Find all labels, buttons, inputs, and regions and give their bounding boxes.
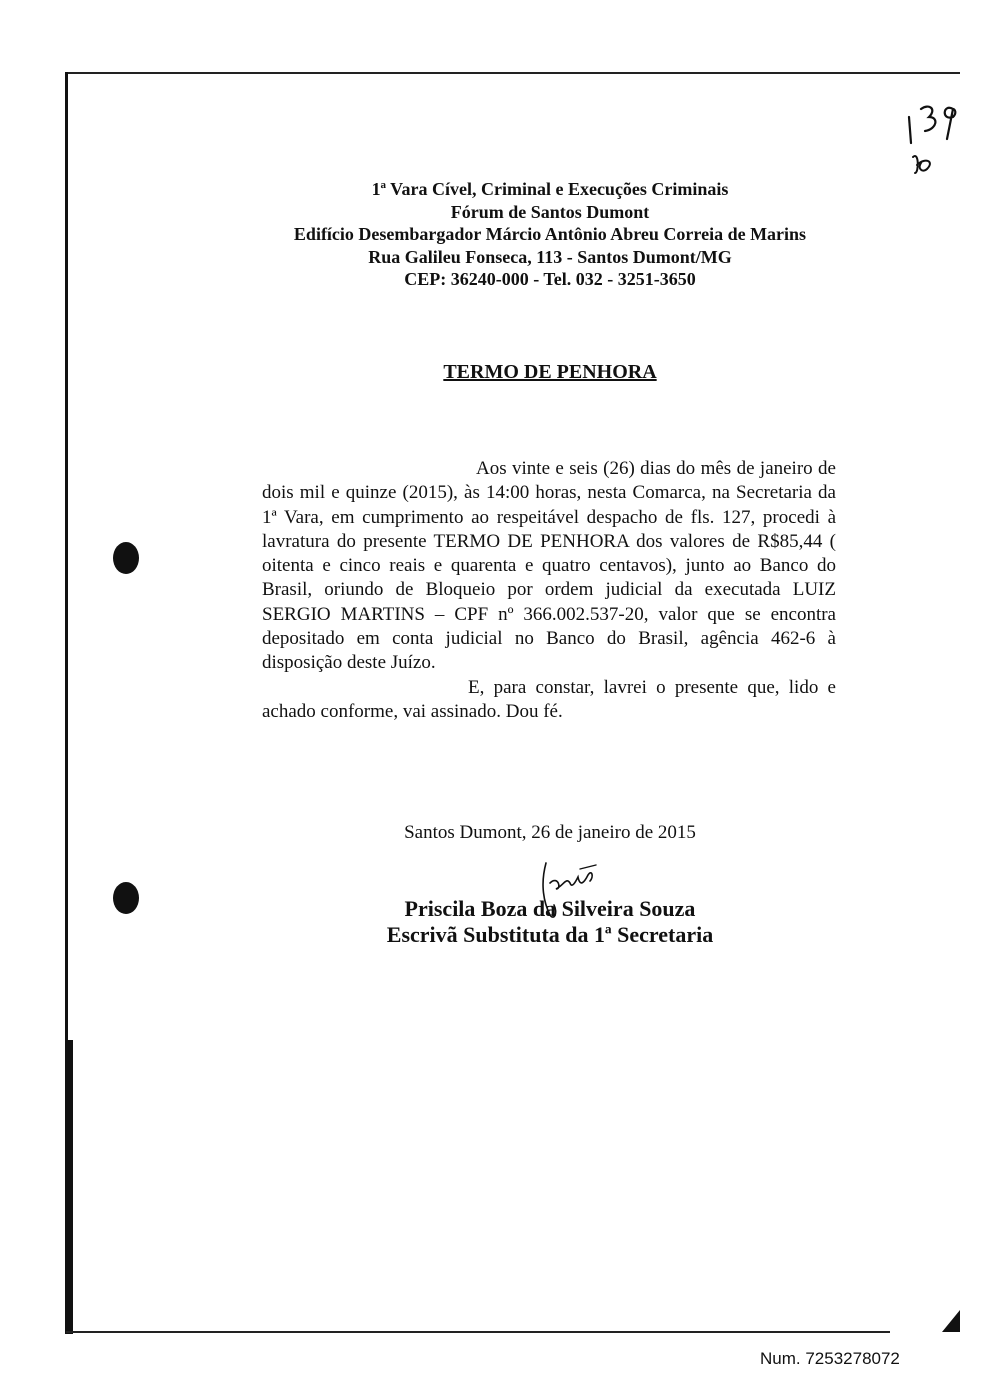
document-title: TERMO DE PENHORA bbox=[443, 361, 657, 383]
body-paragraph-1: Aos vinte e seis (26) dias do mês de janeiro de dois mil e quinze (2015), às 14:00 horas, nesta Comarca, na Secretaria da 1ª Vara, em cumprimento ao respeitável despacho de fls. 127, procedi à lavratura do presente TERMO DE PENHORA dos valores de R$85,44 ( oitenta e cinco reais e quarenta e quatro centavos), junto ao Banco do Brasil, oriundo de Bloqueio por ordem judicial da executada LUIZ SERGIO MARTINS – CPF nº 366.002.537-20, valor que se encontra depositado em conta judicial no Banco do Brasil, agência 462-6 à disposição deste Juízo. bbox=[262, 458, 836, 674]
court-header bbox=[230, 178, 870, 291]
header-court-name: 1ª Vara Cível, Criminal e Execuções Criminais bbox=[371, 179, 729, 199]
header-building-name: Edifício Desembargador Márcio Antônio Abreu Correia de Marins bbox=[293, 224, 807, 244]
punch-hole-bottom bbox=[113, 882, 139, 914]
signer-name: Priscila Boza da Silveira Souza bbox=[404, 896, 696, 921]
header-address: Rua Galileu Fonseca, 113 - Santos Dumont/MG bbox=[368, 246, 732, 267]
page-border-bottom bbox=[66, 1331, 890, 1333]
header-forum-name: Fórum de Santos Dumont bbox=[450, 201, 650, 222]
document-body bbox=[262, 457, 836, 724]
page-border-top bbox=[66, 72, 960, 74]
punch-hole-top bbox=[113, 542, 139, 574]
body-paragraph-2: E, para constar, lavrei o presente que, lido e achado conforme, vai assinado. Dou fé. bbox=[262, 676, 836, 722]
handwritten-page-number bbox=[895, 95, 975, 185]
place-and-date: Santos Dumont, 26 de janeiro de 2015 bbox=[404, 822, 696, 843]
signer-block bbox=[300, 896, 800, 948]
document-number: Num. 7253278072 bbox=[760, 1349, 900, 1368]
page-border-left-shadow bbox=[65, 1040, 73, 1334]
signer-role: Escrivã Substituta da 1ª Secretaria bbox=[386, 922, 714, 947]
header-postal-phone: CEP: 36240-000 - Tel. 032 - 3251-3650 bbox=[404, 269, 696, 289]
corner-triangle-mark bbox=[942, 1310, 960, 1332]
